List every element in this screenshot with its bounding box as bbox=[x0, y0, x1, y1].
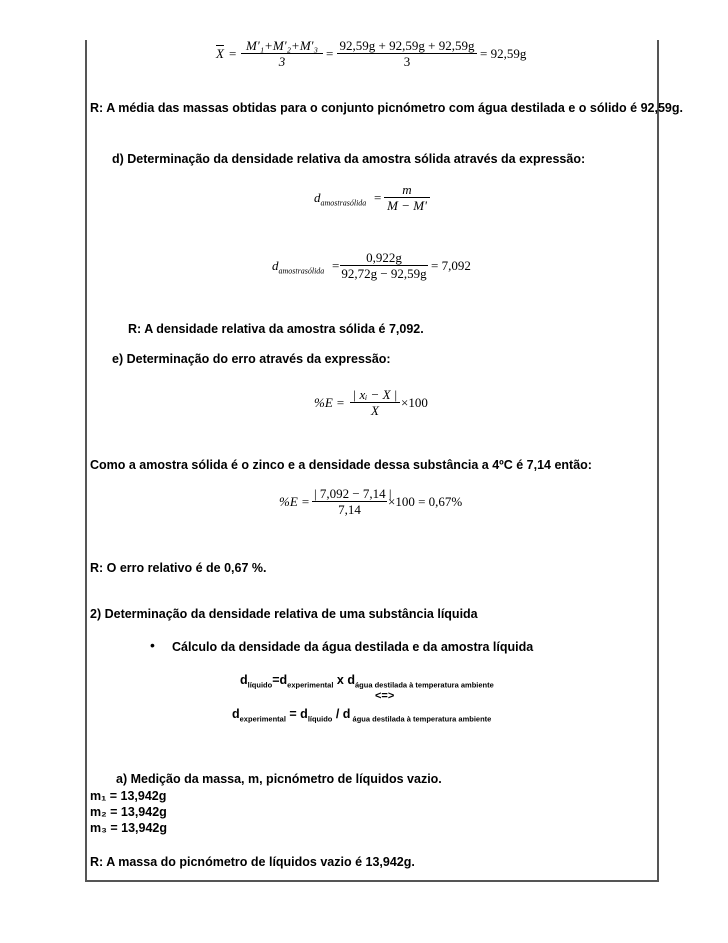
equivalence-symbol: <=> bbox=[375, 690, 395, 702]
answer-mass: R: A massa do picnómetro de líquidos vazio é 13,942g. bbox=[90, 855, 415, 869]
mass-2: m₂ = 13,942g bbox=[90, 805, 167, 819]
density-fraction-2: $\frac{0,922g}{92,72g - 92,59g}$ bbox=[341, 250, 427, 281]
mass-1: m₁ = 13,942g bbox=[90, 789, 167, 803]
mean-fraction-1: $\frac{\text{M'₁+M'₂+M'₃}}{3}$ bbox=[241, 38, 323, 70]
error-fraction-1: $\frac{\text{| xᵢ − X |}}{X}$ bbox=[350, 387, 400, 419]
item-a-heading: a) Medição da massa, m, picnómetro de líquidos vazio. bbox=[116, 772, 442, 786]
experimental-density-formula: $d_{experimental} = d_{líquido} / d$ $_{água destilada à temperatura ambiente}$ bbox=[232, 707, 492, 724]
bullet-icon: • bbox=[150, 637, 155, 653]
bullet-text: Cálculo da densidade da água destilada e da amostra líquida bbox=[172, 640, 534, 654]
error-tail-1: ×100 bbox=[401, 395, 428, 410]
error-fraction-2: $\frac{| 7,092 - 7,14 |}{7,14}$ bbox=[314, 486, 392, 517]
section-2-heading: 2) Determinação da densidade relativa de uma substância líquida bbox=[90, 607, 478, 621]
density-eq-2: = bbox=[332, 258, 340, 273]
density-fraction-1: $\frac{m}{M - M'}$ bbox=[384, 182, 430, 214]
mean-result: = 92,59g bbox=[480, 46, 527, 61]
item-d-heading: d) Determinação da densidade relativa da amostra sólida através da expressão: bbox=[112, 152, 586, 166]
error-tail-2: ×100 = 0,67% bbox=[388, 494, 463, 509]
density-eq-1: = bbox=[374, 190, 382, 205]
density-result: = 7,092 bbox=[431, 258, 471, 273]
zinc-statement: Como a amostra sólida é o zinco e a densidade dessa substância a 4ºC é 7,14 então: bbox=[90, 458, 592, 472]
item-e-heading: e) Determinação do erro através da expressão: bbox=[112, 352, 391, 366]
liquid-density-formula: $d_{líquido}=d_{experimental}$ x $d_{água destilada à temperatura ambiente}$ bbox=[240, 673, 494, 690]
error-lhs-1: %E = bbox=[314, 395, 345, 410]
mean-lhs: $\overline{X}$ bbox=[216, 46, 224, 61]
mean-eq2: = bbox=[326, 46, 334, 61]
mean-fraction-2: $\frac{92,59g + 92,59g + 92,59g}{3}$ bbox=[337, 38, 477, 70]
mass-3: m₃ = 13,942g bbox=[90, 821, 168, 835]
density-lhs-1: $d_{amostrasólida}$ bbox=[314, 190, 367, 208]
answer-density: R: A densidade relativa da amostra sólida é 7,092. bbox=[128, 322, 424, 336]
answer-error: R: O erro relativo é de 0,67 %. bbox=[90, 561, 267, 575]
mean-eq1: = bbox=[229, 46, 237, 61]
error-lhs-2: %E = bbox=[279, 494, 310, 509]
density-lhs-2: $d_{amostrasólida}$ bbox=[272, 258, 325, 276]
answer-mean: R: A média das massas obtidas para o conjunto picnómetro com água destilada e o sólido é 92,59g. bbox=[90, 101, 683, 115]
